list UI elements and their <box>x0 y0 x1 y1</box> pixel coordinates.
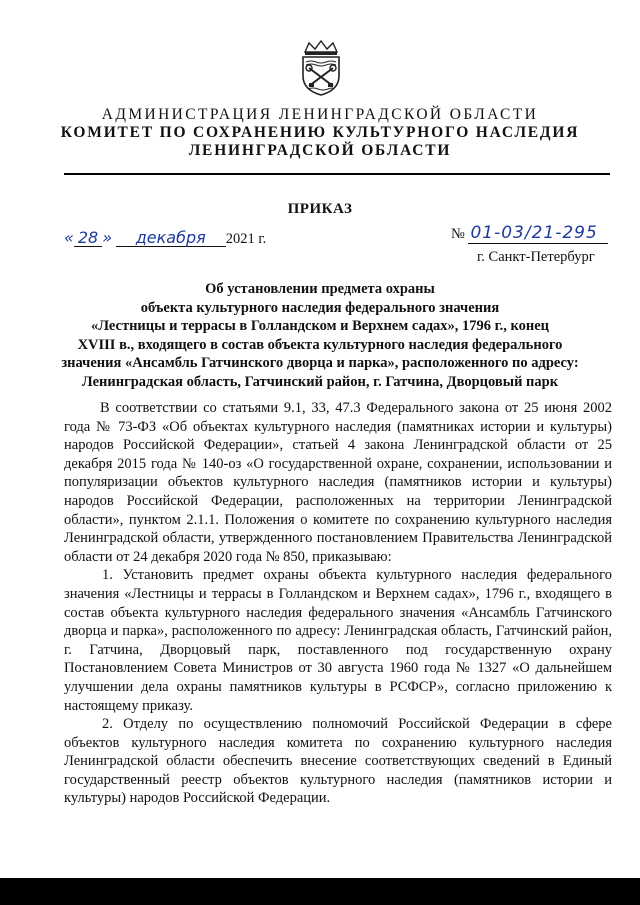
order-title <box>60 280 580 391</box>
title-line: Об установлении предмета охраны <box>205 281 435 297</box>
order-body <box>64 399 612 808</box>
title-line: объекта культурного наследия федерального значения <box>140 299 500 316</box>
date-close-quote: » <box>102 228 113 247</box>
header-administration: АДМИНИСТРАЦИЯ ЛЕНИНГРАДСКОЙ ОБЛАСТИ <box>101 106 539 123</box>
date-day: 28 <box>74 229 102 247</box>
header-divider <box>64 173 610 175</box>
header-committee: КОМИТЕТ ПО СОХРАНЕНИЮ КУЛЬТУРНОГО НАСЛЕДИЯ <box>60 124 580 141</box>
body-item-2: 2. Отделу по осуществлению полномочий Российской Федерации в сфере объектов культурного наследия комитета по сохранению культурного наследия Ленинградской области обеспечить внесение соответствующих сведений в Единый государственный реестр объектов культурного наследия (памятников истории и культуры) народов Российской Федерации. <box>64 716 612 807</box>
number-value: 01-03/21-295 <box>468 224 608 244</box>
scan-bottom-edge <box>0 878 640 905</box>
title-line: XVIII в., входящего в состав объекта культурного наследия федерального <box>77 336 563 353</box>
body-intro: В соответствии со статьями 9.1, 33, 47.3 Федерального закона от 25 июня 2002 года № 73-ФЗ «Об объектах культурного наследия (памятниках истории и культуры) народов Российской Федерации», статьей 4 закона Ленинградской области от 25 декабря 2015 года № 140-оз «О государственной охране, сохранении, использовании и популяризации объектов культурного наследия (памятников истории и культуры) народов Российской Федерации, расположенных на территории Ленинградской области», пунктом 2.1.1. Положения о комитете по сохранению культурного наследия Ленинградской области, утвержденного постановлением Правительства Ленинградской области от 24 декабря 2020 года № 850, приказываю: <box>64 400 612 565</box>
title-line: «Лестницы и террасы в Голландском и Верхнем садах», 1796 г., конец <box>90 318 550 334</box>
order-number <box>451 224 608 244</box>
date-month: декабря <box>116 229 226 247</box>
coat-of-arms-icon <box>299 40 343 96</box>
title-line: значения «Ансамбль Гатчинского дворца и парка», расположенного по адресу: <box>61 355 579 371</box>
date-year: 2021 г. <box>225 231 267 247</box>
document-type: ПРИКАЗ <box>287 201 353 217</box>
city: г. Санкт-Петербург <box>477 249 595 265</box>
number-prefix: № <box>451 226 465 242</box>
title-line: Ленинградская область, Гатчинский район, г. Гатчина, Дворцовый парк <box>81 373 559 390</box>
header-region: ЛЕНИНГРАДСКОЙ ОБЛАСТИ <box>188 142 452 159</box>
order-date <box>64 228 266 248</box>
date-open-quote: « <box>64 228 74 247</box>
body-item-1: 1. Установить предмет охраны объекта культурного наследия федерального значения «Лестницы и террасы в Голландском и Верхнем садах», 1796 г., входящего в состав объекта культурного наследия федерального значения «Ансамбль Гатчинского дворца и парка», расположенного по адресу: Ленинградская область, Гатчинский район, г. Гатчина, Дворцовый парк, поставленного под государственную охрану Постановлением Совета Министров от 30 августа 1960 года № 1327 «О дальнейшем улучшении дела охраны памятников культуры в РСФСР», согласно приложению к настоящему приказу. <box>64 567 612 714</box>
